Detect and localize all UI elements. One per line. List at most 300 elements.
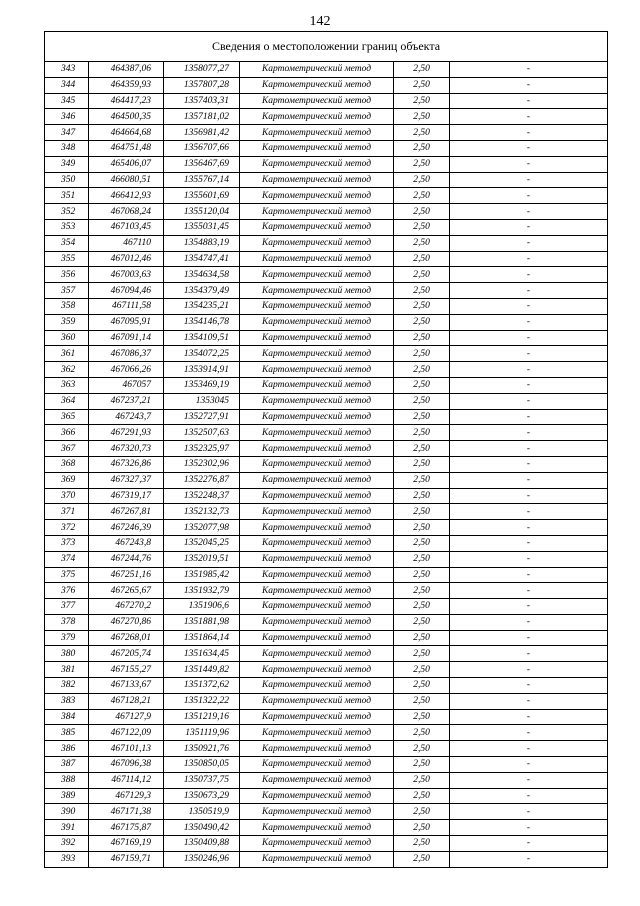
cell-note: - <box>450 804 608 820</box>
cell-accuracy: 2,50 <box>394 377 450 393</box>
cell-point-number: 347 <box>45 125 89 141</box>
cell-coord-y: 1352132,73 <box>164 504 240 520</box>
cell-coord-x: 467094,46 <box>89 283 164 299</box>
cell-accuracy: 2,50 <box>394 441 450 457</box>
cell-accuracy: 2,50 <box>394 298 450 314</box>
cell-coord-x: 467155,27 <box>89 662 164 678</box>
cell-accuracy: 2,50 <box>394 140 450 156</box>
cell-point-number: 392 <box>45 836 89 852</box>
cell-note: - <box>450 599 608 615</box>
cell-accuracy: 2,50 <box>394 472 450 488</box>
cell-accuracy: 2,50 <box>394 109 450 125</box>
cell-point-number: 369 <box>45 472 89 488</box>
cell-point-number: 355 <box>45 251 89 267</box>
table-row <box>45 330 608 346</box>
table-row <box>45 425 608 441</box>
cell-accuracy: 2,50 <box>394 725 450 741</box>
cell-coord-x: 467066,26 <box>89 362 164 378</box>
cell-note: - <box>450 567 608 583</box>
cell-note: - <box>450 93 608 109</box>
cell-note: - <box>450 409 608 425</box>
cell-note: - <box>450 441 608 457</box>
cell-note: - <box>450 362 608 378</box>
cell-coord-y: 1351881,98 <box>164 614 240 630</box>
cell-note: - <box>450 62 608 78</box>
cell-note: - <box>450 646 608 662</box>
cell-coord-x: 467270,2 <box>89 599 164 615</box>
cell-coord-y: 1355031,45 <box>164 219 240 235</box>
cell-coord-x: 465406,07 <box>89 156 164 172</box>
cell-coord-x: 467237,21 <box>89 393 164 409</box>
cell-point-number: 374 <box>45 551 89 567</box>
cell-note: - <box>450 520 608 536</box>
cell-note: - <box>450 140 608 156</box>
cell-accuracy: 2,50 <box>394 520 450 536</box>
cell-coord-x: 467068,24 <box>89 204 164 220</box>
cell-accuracy: 2,50 <box>394 646 450 662</box>
cell-method: Картометрический метод <box>240 188 394 204</box>
cell-point-number: 373 <box>45 535 89 551</box>
cell-coord-x: 467175,87 <box>89 820 164 836</box>
cell-note: - <box>450 662 608 678</box>
cell-point-number: 375 <box>45 567 89 583</box>
cell-coord-x: 467133,67 <box>89 678 164 694</box>
cell-coord-x: 467128,21 <box>89 693 164 709</box>
cell-method: Картометрический метод <box>240 140 394 156</box>
cell-point-number: 380 <box>45 646 89 662</box>
cell-coord-y: 1352248,37 <box>164 488 240 504</box>
cell-method: Картометрический метод <box>240 804 394 820</box>
cell-note: - <box>450 757 608 773</box>
table-row <box>45 267 608 283</box>
cell-accuracy: 2,50 <box>394 330 450 346</box>
cell-note: - <box>450 535 608 551</box>
cell-coord-y: 1351985,42 <box>164 567 240 583</box>
table-row <box>45 298 608 314</box>
cell-method: Картометрический метод <box>240 362 394 378</box>
cell-accuracy: 2,50 <box>394 772 450 788</box>
table-row <box>45 409 608 425</box>
cell-coord-y: 1355601,69 <box>164 188 240 204</box>
cell-coord-y: 1354379,49 <box>164 283 240 299</box>
cell-method: Картометрический метод <box>240 125 394 141</box>
cell-accuracy: 2,50 <box>394 757 450 773</box>
cell-coord-x: 467205,74 <box>89 646 164 662</box>
table-row <box>45 693 608 709</box>
cell-coord-y: 1351322,22 <box>164 693 240 709</box>
cell-method: Картометрический метод <box>240 788 394 804</box>
cell-coord-y: 1352077,98 <box>164 520 240 536</box>
cell-coord-y: 1352276,87 <box>164 472 240 488</box>
cell-accuracy: 2,50 <box>394 662 450 678</box>
cell-accuracy: 2,50 <box>394 156 450 172</box>
table-row <box>45 93 608 109</box>
cell-note: - <box>450 109 608 125</box>
cell-note: - <box>450 283 608 299</box>
cell-note: - <box>450 456 608 472</box>
table-row <box>45 362 608 378</box>
cell-coord-x: 464387,06 <box>89 62 164 78</box>
cell-method: Картометрический метод <box>240 409 394 425</box>
table-row <box>45 678 608 694</box>
cell-coord-y: 1353914,91 <box>164 362 240 378</box>
cell-coord-x: 467101,13 <box>89 741 164 757</box>
cell-note: - <box>450 772 608 788</box>
cell-note: - <box>450 172 608 188</box>
cell-note: - <box>450 788 608 804</box>
cell-point-number: 346 <box>45 109 89 125</box>
cell-accuracy: 2,50 <box>394 425 450 441</box>
cell-coord-x: 467244,76 <box>89 551 164 567</box>
cell-coord-y: 1354634,58 <box>164 267 240 283</box>
cell-method: Картометрический метод <box>240 567 394 583</box>
table-row <box>45 346 608 362</box>
cell-method: Картометрический метод <box>240 377 394 393</box>
cell-method: Картометрический метод <box>240 172 394 188</box>
cell-point-number: 351 <box>45 188 89 204</box>
cell-point-number: 363 <box>45 377 89 393</box>
cell-point-number: 378 <box>45 614 89 630</box>
cell-point-number: 358 <box>45 298 89 314</box>
cell-note: - <box>450 504 608 520</box>
cell-point-number: 379 <box>45 630 89 646</box>
cell-coord-y: 1354747,41 <box>164 251 240 267</box>
cell-coord-y: 1351864,14 <box>164 630 240 646</box>
cell-point-number: 354 <box>45 235 89 251</box>
cell-method: Картометрический метод <box>240 646 394 662</box>
cell-accuracy: 2,50 <box>394 77 450 93</box>
cell-note: - <box>450 583 608 599</box>
cell-point-number: 386 <box>45 741 89 757</box>
cell-point-number: 384 <box>45 709 89 725</box>
cell-coord-y: 1354072,25 <box>164 346 240 362</box>
cell-method: Картометрический метод <box>240 725 394 741</box>
table-row <box>45 520 608 536</box>
cell-coord-x: 467326,86 <box>89 456 164 472</box>
cell-note: - <box>450 630 608 646</box>
cell-coord-x: 467095,91 <box>89 314 164 330</box>
table-row <box>45 109 608 125</box>
cell-accuracy: 2,50 <box>394 362 450 378</box>
cell-coord-x: 464359,93 <box>89 77 164 93</box>
cell-coord-y: 1352727,91 <box>164 409 240 425</box>
table-body <box>45 62 608 868</box>
cell-method: Картометрический метод <box>240 630 394 646</box>
cell-coord-x: 467122,09 <box>89 725 164 741</box>
table-row <box>45 172 608 188</box>
table-row <box>45 772 608 788</box>
cell-coord-x: 464751,48 <box>89 140 164 156</box>
cell-point-number: 365 <box>45 409 89 425</box>
table-row <box>45 377 608 393</box>
cell-accuracy: 2,50 <box>394 251 450 267</box>
cell-accuracy: 2,50 <box>394 188 450 204</box>
table-row <box>45 472 608 488</box>
cell-accuracy: 2,50 <box>394 788 450 804</box>
table-row <box>45 235 608 251</box>
cell-note: - <box>450 425 608 441</box>
cell-coord-y: 1355767,14 <box>164 172 240 188</box>
cell-point-number: 367 <box>45 441 89 457</box>
cell-accuracy: 2,50 <box>394 393 450 409</box>
cell-method: Картометрический метод <box>240 599 394 615</box>
cell-coord-y: 1351932,79 <box>164 583 240 599</box>
cell-coord-y: 1353469,19 <box>164 377 240 393</box>
table-row <box>45 725 608 741</box>
table-row <box>45 583 608 599</box>
cell-method: Картометрический метод <box>240 330 394 346</box>
table-row <box>45 77 608 93</box>
cell-method: Картометрический метод <box>240 488 394 504</box>
cell-coord-x: 467103,45 <box>89 219 164 235</box>
cell-accuracy: 2,50 <box>394 583 450 599</box>
cell-accuracy: 2,50 <box>394 741 450 757</box>
cell-accuracy: 2,50 <box>394 283 450 299</box>
cell-accuracy: 2,50 <box>394 567 450 583</box>
cell-point-number: 348 <box>45 140 89 156</box>
cell-note: - <box>450 251 608 267</box>
cell-coord-x: 467127,9 <box>89 709 164 725</box>
cell-coord-x: 467327,37 <box>89 472 164 488</box>
cell-point-number: 377 <box>45 599 89 615</box>
cell-coord-y: 1357403,31 <box>164 93 240 109</box>
cell-accuracy: 2,50 <box>394 125 450 141</box>
cell-coord-y: 1355120,04 <box>164 204 240 220</box>
table-row <box>45 219 608 235</box>
cell-accuracy: 2,50 <box>394 693 450 709</box>
cell-coord-x: 467129,3 <box>89 788 164 804</box>
cell-point-number: 390 <box>45 804 89 820</box>
cell-point-number: 372 <box>45 520 89 536</box>
cell-accuracy: 2,50 <box>394 630 450 646</box>
cell-accuracy: 2,50 <box>394 62 450 78</box>
cell-method: Картометрический метод <box>240 741 394 757</box>
cell-method: Картометрический метод <box>240 535 394 551</box>
cell-point-number: 343 <box>45 62 89 78</box>
cell-coord-y: 1352019,51 <box>164 551 240 567</box>
cell-method: Картометрический метод <box>240 693 394 709</box>
table-row <box>45 820 608 836</box>
cell-note: - <box>450 820 608 836</box>
cell-method: Картометрический метод <box>240 504 394 520</box>
cell-accuracy: 2,50 <box>394 314 450 330</box>
cell-coord-x: 467270,86 <box>89 614 164 630</box>
cell-coord-y: 1354235,21 <box>164 298 240 314</box>
cell-point-number: 361 <box>45 346 89 362</box>
cell-method: Картометрический метод <box>240 456 394 472</box>
cell-coord-x: 467091,14 <box>89 330 164 346</box>
cell-method: Картометрический метод <box>240 298 394 314</box>
cell-point-number: 366 <box>45 425 89 441</box>
cell-note: - <box>450 219 608 235</box>
table-row <box>45 283 608 299</box>
cell-method: Картометрический метод <box>240 93 394 109</box>
cell-coord-y: 1350246,96 <box>164 851 240 867</box>
table-row <box>45 709 608 725</box>
cell-note: - <box>450 393 608 409</box>
cell-coord-y: 1356467,69 <box>164 156 240 172</box>
table-row <box>45 441 608 457</box>
cell-coord-y: 1351906,6 <box>164 599 240 615</box>
cell-note: - <box>450 551 608 567</box>
cell-coord-x: 467243,8 <box>89 535 164 551</box>
cell-accuracy: 2,50 <box>394 456 450 472</box>
cell-note: - <box>450 709 608 725</box>
cell-accuracy: 2,50 <box>394 488 450 504</box>
cell-note: - <box>450 851 608 867</box>
cell-coord-y: 1357807,28 <box>164 77 240 93</box>
cell-point-number: 352 <box>45 204 89 220</box>
cell-method: Картометрический метод <box>240 425 394 441</box>
cell-note: - <box>450 330 608 346</box>
cell-coord-y: 1352045,25 <box>164 535 240 551</box>
cell-accuracy: 2,50 <box>394 599 450 615</box>
cell-coord-y: 1358077,27 <box>164 62 240 78</box>
cell-point-number: 376 <box>45 583 89 599</box>
cell-method: Картометрический метод <box>240 709 394 725</box>
cell-note: - <box>450 693 608 709</box>
cell-accuracy: 2,50 <box>394 93 450 109</box>
cell-point-number: 385 <box>45 725 89 741</box>
cell-method: Картометрический метод <box>240 204 394 220</box>
cell-coord-y: 1357181,02 <box>164 109 240 125</box>
cell-note: - <box>450 235 608 251</box>
cell-coord-y: 1352302,96 <box>164 456 240 472</box>
cell-method: Картометрический метод <box>240 219 394 235</box>
cell-coord-x: 467012,46 <box>89 251 164 267</box>
cell-method: Картометрический метод <box>240 678 394 694</box>
cell-point-number: 368 <box>45 456 89 472</box>
cell-coord-x: 466080,51 <box>89 172 164 188</box>
cell-accuracy: 2,50 <box>394 678 450 694</box>
cell-point-number: 387 <box>45 757 89 773</box>
table-row <box>45 393 608 409</box>
cell-point-number: 391 <box>45 820 89 836</box>
cell-accuracy: 2,50 <box>394 346 450 362</box>
cell-coord-x: 467171,38 <box>89 804 164 820</box>
cell-coord-y: 1352325,97 <box>164 441 240 457</box>
cell-method: Картометрический метод <box>240 346 394 362</box>
table-row <box>45 488 608 504</box>
cell-method: Картометрический метод <box>240 757 394 773</box>
cell-coord-x: 467246,39 <box>89 520 164 536</box>
table-row <box>45 125 608 141</box>
cell-method: Картометрический метод <box>240 283 394 299</box>
cell-coord-x: 467169,19 <box>89 836 164 852</box>
cell-note: - <box>450 298 608 314</box>
cell-point-number: 393 <box>45 851 89 867</box>
cell-coord-y: 1352507,63 <box>164 425 240 441</box>
cell-point-number: 371 <box>45 504 89 520</box>
table-row <box>45 188 608 204</box>
cell-point-number: 357 <box>45 283 89 299</box>
cell-point-number: 349 <box>45 156 89 172</box>
cell-note: - <box>450 314 608 330</box>
cell-point-number: 350 <box>45 172 89 188</box>
cell-coord-x: 464664,68 <box>89 125 164 141</box>
cell-method: Картометрический метод <box>240 772 394 788</box>
cell-note: - <box>450 267 608 283</box>
table-row <box>45 156 608 172</box>
cell-note: - <box>450 836 608 852</box>
table-row <box>45 851 608 867</box>
cell-accuracy: 2,50 <box>394 219 450 235</box>
cell-accuracy: 2,50 <box>394 551 450 567</box>
cell-coord-x: 467319,17 <box>89 488 164 504</box>
cell-coord-x: 466412,93 <box>89 188 164 204</box>
table-row <box>45 567 608 583</box>
cell-method: Картометрический метод <box>240 441 394 457</box>
table-row <box>45 757 608 773</box>
cell-method: Картометрический метод <box>240 614 394 630</box>
table-row <box>45 504 608 520</box>
table-row <box>45 662 608 678</box>
cell-coord-x: 464417,23 <box>89 93 164 109</box>
cell-method: Картометрический метод <box>240 314 394 330</box>
cell-coord-x: 464500,35 <box>89 109 164 125</box>
table-row <box>45 204 608 220</box>
cell-note: - <box>450 77 608 93</box>
cell-coord-x: 467114,12 <box>89 772 164 788</box>
cell-method: Картометрический метод <box>240 583 394 599</box>
table-row <box>45 630 608 646</box>
cell-accuracy: 2,50 <box>394 820 450 836</box>
cell-coord-y: 1354109,51 <box>164 330 240 346</box>
cell-coord-y: 1353045 <box>164 393 240 409</box>
cell-note: - <box>450 741 608 757</box>
table-row <box>45 551 608 567</box>
cell-coord-y: 1356707,66 <box>164 140 240 156</box>
cell-note: - <box>450 204 608 220</box>
cell-method: Картометрический метод <box>240 156 394 172</box>
cell-point-number: 344 <box>45 77 89 93</box>
cell-coord-y: 1351119,96 <box>164 725 240 741</box>
cell-coord-x: 467057 <box>89 377 164 393</box>
cell-method: Картометрический метод <box>240 267 394 283</box>
cell-method: Картометрический метод <box>240 836 394 852</box>
cell-method: Картометрический метод <box>240 251 394 267</box>
cell-coord-x: 467159,71 <box>89 851 164 867</box>
table-row <box>45 788 608 804</box>
cell-method: Картометрический метод <box>240 62 394 78</box>
cell-point-number: 362 <box>45 362 89 378</box>
table-row <box>45 62 608 78</box>
cell-note: - <box>450 614 608 630</box>
cell-accuracy: 2,50 <box>394 851 450 867</box>
cell-coord-y: 1350409,88 <box>164 836 240 852</box>
table-row <box>45 804 608 820</box>
cell-method: Картометрический метод <box>240 472 394 488</box>
table-row <box>45 535 608 551</box>
cell-accuracy: 2,50 <box>394 504 450 520</box>
boundary-table <box>44 31 608 868</box>
cell-method: Картометрический метод <box>240 520 394 536</box>
cell-accuracy: 2,50 <box>394 804 450 820</box>
cell-point-number: 383 <box>45 693 89 709</box>
cell-point-number: 389 <box>45 788 89 804</box>
table-row <box>45 741 608 757</box>
cell-coord-y: 1351219,16 <box>164 709 240 725</box>
cell-method: Картометрический метод <box>240 109 394 125</box>
cell-point-number: 388 <box>45 772 89 788</box>
cell-coord-x: 467251,16 <box>89 567 164 583</box>
cell-coord-y: 1350519,9 <box>164 804 240 820</box>
cell-accuracy: 2,50 <box>394 267 450 283</box>
cell-point-number: 345 <box>45 93 89 109</box>
cell-note: - <box>450 188 608 204</box>
cell-accuracy: 2,50 <box>394 535 450 551</box>
cell-coord-x: 467111,58 <box>89 298 164 314</box>
